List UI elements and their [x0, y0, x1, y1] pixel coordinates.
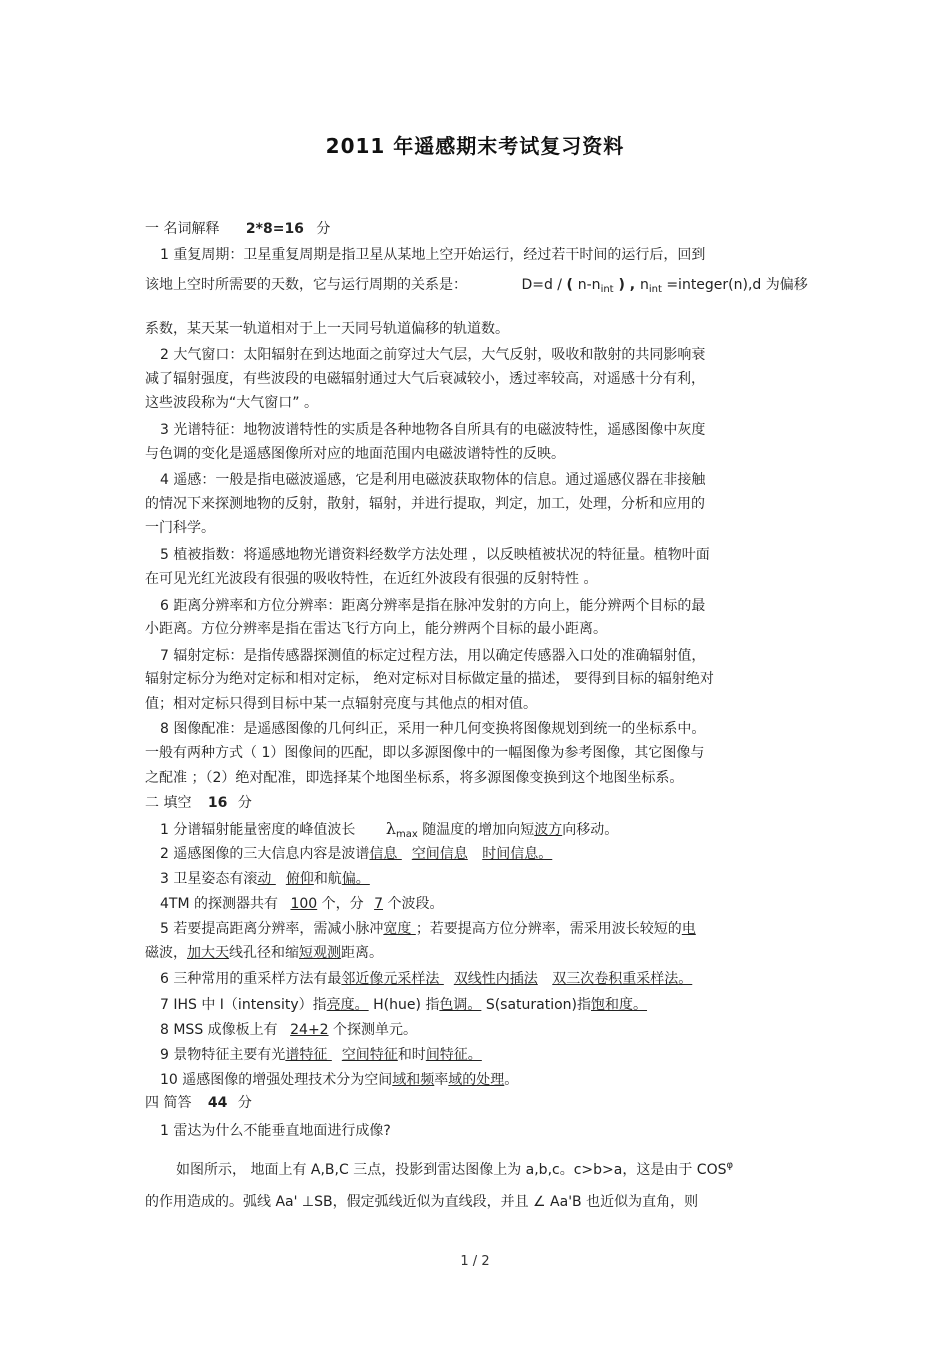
formula-subscript: int [648, 284, 662, 295]
fill-in-text: 2 遥感图像的三大信息内容是波谱 [160, 846, 370, 862]
fill-in-text: 随温度的增加向短 [417, 822, 535, 838]
fill-in-text: 10 遥感图像的增强处理技术分为空间 [160, 1072, 393, 1088]
fill-in-5-line-1 [160, 920, 696, 938]
definition-7-line-2: 辐射定标分为绝对定标和相对定标， 绝对定标对目标做定量的描述， 要得到目标的辐射绝对 [145, 671, 714, 687]
fill-in-5-line-2 [145, 944, 383, 962]
fill-in-text: 个探测单元。 [328, 1022, 418, 1038]
definition-2-line-3: 这些波段称为“大气窗口” 。 [145, 395, 318, 411]
answer-blank: 域和频 [392, 1072, 435, 1088]
fill-in-text: ；若要提高方位分辨率，需采用波长较短的 [415, 921, 682, 937]
definition-4-line-3: 一门科学。 [145, 520, 215, 536]
section-heading-definitions [145, 220, 330, 238]
answer-blank: 电 [681, 921, 696, 937]
formula-paren: ) , [613, 277, 640, 293]
section-score: 16 [207, 795, 228, 811]
definition-2-line-2: 减了辐射强度，有些波段的电磁辐射通过大气后衰减较小，透过率较高，对遥感十分有利， [145, 371, 705, 387]
answer-blank: 短观测 [299, 945, 341, 961]
section-score: 2*8=16 [245, 221, 304, 237]
formula-subscript: int [600, 284, 614, 295]
answer-blank: 信息 [369, 846, 402, 862]
lambda-subscript: max [395, 829, 418, 840]
phi-symbol: φ [726, 1160, 734, 1171]
fill-in-text: 4TM 的探测器共有 [160, 896, 278, 912]
definition-6-line-2: 小距离。方位分辨率是指在雷达飞行方向上，能分辨两个目标的最小距离。 [145, 621, 607, 637]
section-heading-text: 二 填空 [145, 795, 192, 811]
document-title: 2011 年遥感期末考试复习资料 [325, 134, 625, 158]
definition-3-line-2: 与色调的变化是遥感图像所对应的地面范围内电磁波谱特性的反映。 [145, 446, 565, 462]
fill-in-text: 率 [434, 1072, 449, 1088]
formula-paren: ( [566, 277, 578, 293]
fill-in-text: S(saturation)指 [485, 997, 592, 1013]
definition-1-line-2 [145, 276, 808, 299]
fill-in-9 [160, 1046, 482, 1064]
question-1: 1 雷达为什么不能垂直地面进行成像? [160, 1123, 391, 1139]
definition-7-line-3: 值；相对定标只得到目标中某一点辐射亮度与其他点的相对值。 [145, 696, 537, 712]
lambda-symbol: λ [385, 819, 396, 838]
answer-blank: 偏。 [341, 871, 370, 887]
definition-5-line-1: 5 植被指数：将遥感地物光谱资料经数学方法处理 ，以反映植被状况的特征量。植物叶面 [160, 547, 710, 563]
fill-in-text: 距离。 [341, 945, 383, 961]
fill-in-8 [160, 1021, 417, 1039]
section-score-unit: 分 [237, 795, 252, 811]
fill-in-text: 线孔径和缩 [229, 945, 299, 961]
fill-in-text: 9 景物特征主要有光 [160, 1047, 286, 1063]
fill-in-4 [160, 895, 443, 913]
section-heading-text: 一 名词解释 [145, 221, 220, 237]
answer-blank: 谱特征 [285, 1047, 332, 1063]
definition-7-line-1: 7 辐射定标：是指传感器探测值的标定过程方法，用以确定传感器入口处的准确辐射值， [160, 648, 706, 664]
formula-part: n [639, 277, 649, 293]
definition-1-text: 该地上空时所需要的天数，它与运行周期的关系是： [145, 277, 467, 293]
definition-3-line-1: 3 光谱特征：地物波谱特性的实质是各种地物各自所具有的电磁波特性，遥感图像中灰度 [160, 422, 706, 438]
answer-blank: 间特征。 [425, 1047, 482, 1063]
answer-blank: 7 [374, 896, 384, 912]
answer-blank: 亮度。 [326, 997, 369, 1013]
answer-blank: 空间特征 [341, 1047, 398, 1063]
answer-blank: 双线性内插法 [453, 971, 538, 987]
definition-6-line-1: 6 距离分辨率和方位分辨率：距离分辨率是指在脉冲发射的方向上，能分辨两个目标的最 [160, 598, 706, 614]
fill-in-text: 个波段。 [383, 896, 444, 912]
section-score: 44 [207, 1095, 228, 1111]
answer-blank: 24+2 [290, 1022, 329, 1038]
page-number: 1 / 2 [460, 1254, 490, 1269]
definition-4-line-1: 4 遥感：一般是指电磁波遥感，它是利用电磁波获取物体的信息。通过遥感仪器在非接触 [160, 472, 706, 488]
section-score-unit: 分 [237, 1095, 252, 1111]
fill-in-text: 。 [504, 1072, 519, 1088]
fill-in-text: 7 IHS 中 I（intensity）指 [160, 997, 327, 1013]
fill-in-text: 和航 [313, 871, 342, 887]
fill-in-1 [160, 820, 618, 844]
fill-in-3 [160, 870, 370, 888]
fill-in-text: 个，分 [317, 896, 364, 912]
section-score-unit: 分 [316, 221, 331, 237]
answer-blank: 100 [290, 896, 318, 912]
section-heading-fill-in [145, 794, 252, 812]
fill-in-text: 6 三种常用的重采样方法有最 [160, 971, 342, 987]
answer-blank: 时间信息。 [482, 846, 553, 862]
fill-in-text: 和时 [397, 1047, 426, 1063]
answer-blank: 空间信息 [411, 846, 468, 862]
answer-blank: 加大天 [187, 945, 229, 961]
definition-1-line-1: 1 重复周期：卫星重复周期是指卫星从某地上空开始运行，经过若干时间的运行后，回到 [160, 247, 706, 263]
definition-8-line-1: 8 图像配准：是遥感图像的几何纠正，采用一种几何变换将图像规划到统一的坐标系中。 [160, 721, 706, 737]
answer-blank: 俯仰 [285, 871, 314, 887]
fill-in-text: 8 MSS 成像板上有 [160, 1022, 278, 1038]
answer-blank: 双三次卷积重采样法。 [552, 971, 693, 987]
formula-part: n-n [577, 277, 601, 293]
fill-in-text: H(hue) 指 [373, 997, 440, 1013]
definition-8-line-3: 之配准 ；（2）绝对配准，即选择某个地图坐标系，将多源图像变换到这个地图坐标系。 [145, 770, 684, 786]
fill-in-7 [160, 996, 647, 1014]
fill-in-text: 磁波， [145, 945, 187, 961]
answer-1-line-2: 的作用造成的。弧线 Aa' ⊥SB，假定弧线近似为直线段，并且 ∠ Aa'B 也近似为直角，则 [145, 1194, 699, 1210]
fill-in-10 [160, 1071, 518, 1089]
answer-blank: 域的处理 [448, 1072, 505, 1088]
definition-8-line-2: 一般有两种方式（ 1）图像间的匹配，即以多源图像中的一幅图像为参考图像，其它图像与 [145, 745, 705, 761]
formula-part: =integer(n),d 为偏移 [661, 277, 808, 293]
fill-in-text: 3 卫星姿态有滚 [160, 871, 258, 887]
answer-text: 如图所示， 地面上有 A,B,C 三点，投影到雷达图像上为 a,b,c。c>b>a，这是由于 COS [176, 1162, 727, 1178]
definition-2-line-1: 2 大气窗口：太阳辐射在到达地面之前穿过大气层，大气反射，吸收和散射的共同影响衰 [160, 347, 706, 363]
answer-blank: 饱和度。 [591, 997, 648, 1013]
fill-in-6 [160, 970, 692, 988]
answer-blank: 色调。 [439, 997, 482, 1013]
answer-blank: 宽度 [383, 921, 416, 937]
section-heading-text: 四 简答 [145, 1095, 192, 1111]
formula-part: D=d / [521, 277, 567, 293]
fill-in-text: 5 若要提高距离分辨率，需减小脉冲 [160, 921, 384, 937]
section-heading-short-answer [145, 1094, 252, 1112]
fill-in-text: 向移动。 [562, 822, 619, 838]
fill-in-2 [160, 845, 552, 863]
answer-1-line-1 [176, 1157, 733, 1179]
definition-4-line-2: 的情况下来探测地物的反射，散射，辐射，并进行提取，判定，加工，处理，分析和应用的 [145, 496, 705, 512]
answer-blank: 动 [257, 871, 276, 887]
answer-blank: 邻近像元采样法 [341, 971, 444, 987]
fill-in-text: 1 分谱辐射能量密度的峰值波长 [160, 822, 356, 838]
definition-5-line-2: 在可见光红光波段有很强的吸收特性，在近红外波段有很强的反射特性 。 [145, 571, 598, 587]
definition-1-line-3: 系数，某天某一轨道相对于上一天同号轨道偏移的轨道数。 [145, 321, 509, 337]
answer-blank: 波方 [534, 822, 563, 838]
